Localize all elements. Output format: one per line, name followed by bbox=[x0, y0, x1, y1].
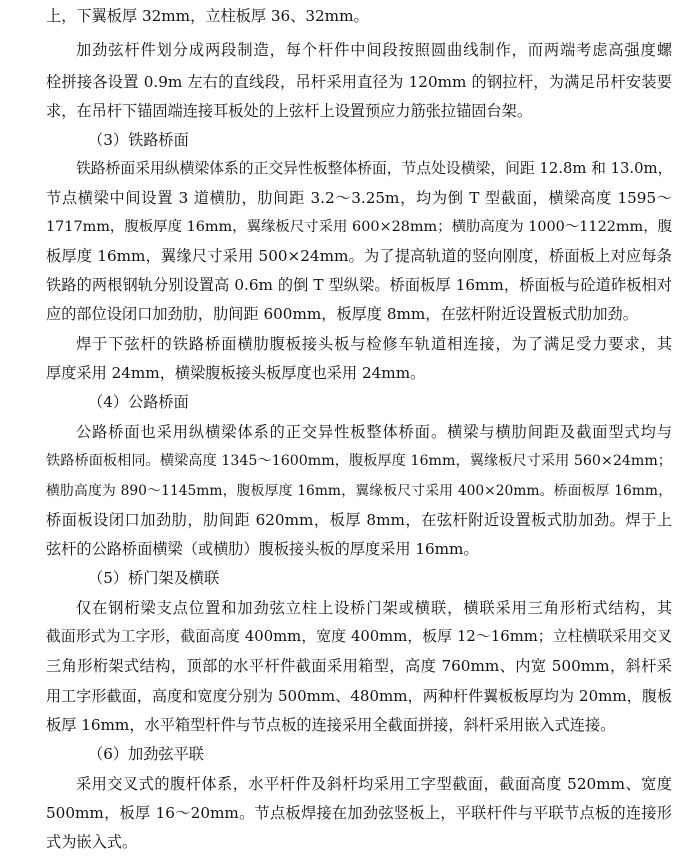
paragraph-first-line: 焊于下弦杆的铁路桥面横肋腹板接头板与检修车轨道相连接，为了满足受力要求，其 bbox=[76, 335, 672, 353]
text-line: 上，下翼板厚 32mm，立柱板厚 36、32mm。 bbox=[46, 7, 369, 25]
text-line: 求，在吊杆下锚固端连接耳板处的上弦杆上设置预应力筋张拉锚固台架。 bbox=[46, 102, 532, 120]
section-heading: （6）加劲弦平联 bbox=[88, 745, 204, 763]
paragraph-first-line: 公路桥面也采用纵横梁体系的正交异性板整体桥面。横梁与横肋间距及截面型式均与 bbox=[76, 423, 672, 441]
text-line: 截面形式为工字形，截面高度 400mm，宽度 400mm，板厚 12～16mm；立柱横联采用交叉 bbox=[46, 628, 672, 645]
text-line: 1717mm，腹板厚度 16mm，翼缘板尺寸采用 600×28mm；横肋高度为 1000～1122mm，腹 bbox=[46, 219, 672, 235]
text-line: 板厚 16mm，水平箱型杆件与节点板的连接采用全截面拼接，斜杆采用嵌入式连接。 bbox=[46, 716, 616, 734]
paragraph-first-line: 铁路桥面采用纵横梁体系的正交异性板整体桥面，节点处设横梁，间距 12.8m 和 13.0m， bbox=[76, 160, 673, 177]
text-line: 铁路桥面板相同。横梁高度 1345～1600mm，腹板厚度 16mm，翼缘板尺寸采用 560×24mm； bbox=[46, 453, 672, 469]
text-line: 500mm，板厚 16～20mm。节点板焊接在加劲弦竖板上，平联杆件与平联节点板的连接形 bbox=[46, 804, 672, 822]
paragraph-first-line: 加劲弦杆件划分成两段制造，每个杆件中间段按照圆曲线制作，而两端考虑高强度螺 bbox=[76, 41, 672, 59]
text-line: 厚度采用 24mm，横梁腹板接头板厚度也采用 24mm。 bbox=[46, 364, 426, 382]
section-heading: （4）公路桥面 bbox=[88, 393, 189, 411]
text-line: 横肋高度为 890～1145mm，腹板厚度 16mm，翼缘板尺寸采用 400×20mm。桥面板厚 16mm， bbox=[46, 483, 672, 499]
paragraph-first-line: 仅在钢桁梁支点位置和加劲弦立柱上设桥门架或横联，横联采用三角形桁式结构，其 bbox=[76, 599, 672, 617]
text-line: 铁路的两根钢轨分别设置高 0.6m 的倒 T 型纵梁。桥面板厚 16mm，桥面板与砼道砟板相对 bbox=[46, 276, 672, 294]
section-heading: （3）铁路桥面 bbox=[88, 131, 189, 149]
text-line: 栓拼接各设置 0.9m 左右的直线段，吊杆采用直径为 120mm 的钢拉杆，为满足吊杆安装要 bbox=[46, 73, 672, 91]
text-line: 应的部位设闭口加劲肋，肋间距 600mm，板厚度 8mm，在弦杆附近设置板式肋加劲。 bbox=[46, 305, 638, 323]
text-line: 桥面板设闭口加劲肋，肋间距 620mm，板厚 8mm，在弦杆附近设置板式肋加劲。焊于上 bbox=[46, 511, 672, 529]
text-line: 节点横梁中间设置 3 道横肋，肋间距 3.2～3.25m，均为倒 T 型截面，横梁高度 1595～ bbox=[46, 189, 672, 207]
text-line: 式为嵌入式。 bbox=[46, 833, 138, 851]
text-line: 三角形桁架式结构，顶部的水平杆件截面采用箱型，高度 760mm、内宽 500mm，斜杆采 bbox=[46, 657, 672, 675]
text-line: 弦杆的公路桥面横梁（或横肋）腹板接头板的厚度采用 16mm。 bbox=[46, 540, 479, 558]
section-heading: （5）桥门架及横联 bbox=[88, 569, 220, 587]
text-line: 用工字形截面，高度和宽度分别为 500mm、480mm，两种杆件翼板板厚均为 20mm，腹板 bbox=[46, 687, 672, 705]
paragraph-first-line: 采用交叉式的腹杆体系，水平杆件及斜杆均采用工字型截面，截面高度 520mm、宽度 bbox=[76, 775, 672, 793]
text-line: 板厚度 16mm，翼缘尺寸采用 500×24mm。为了提高轨道的竖向刚度，桥面板上对应每条 bbox=[46, 247, 672, 265]
